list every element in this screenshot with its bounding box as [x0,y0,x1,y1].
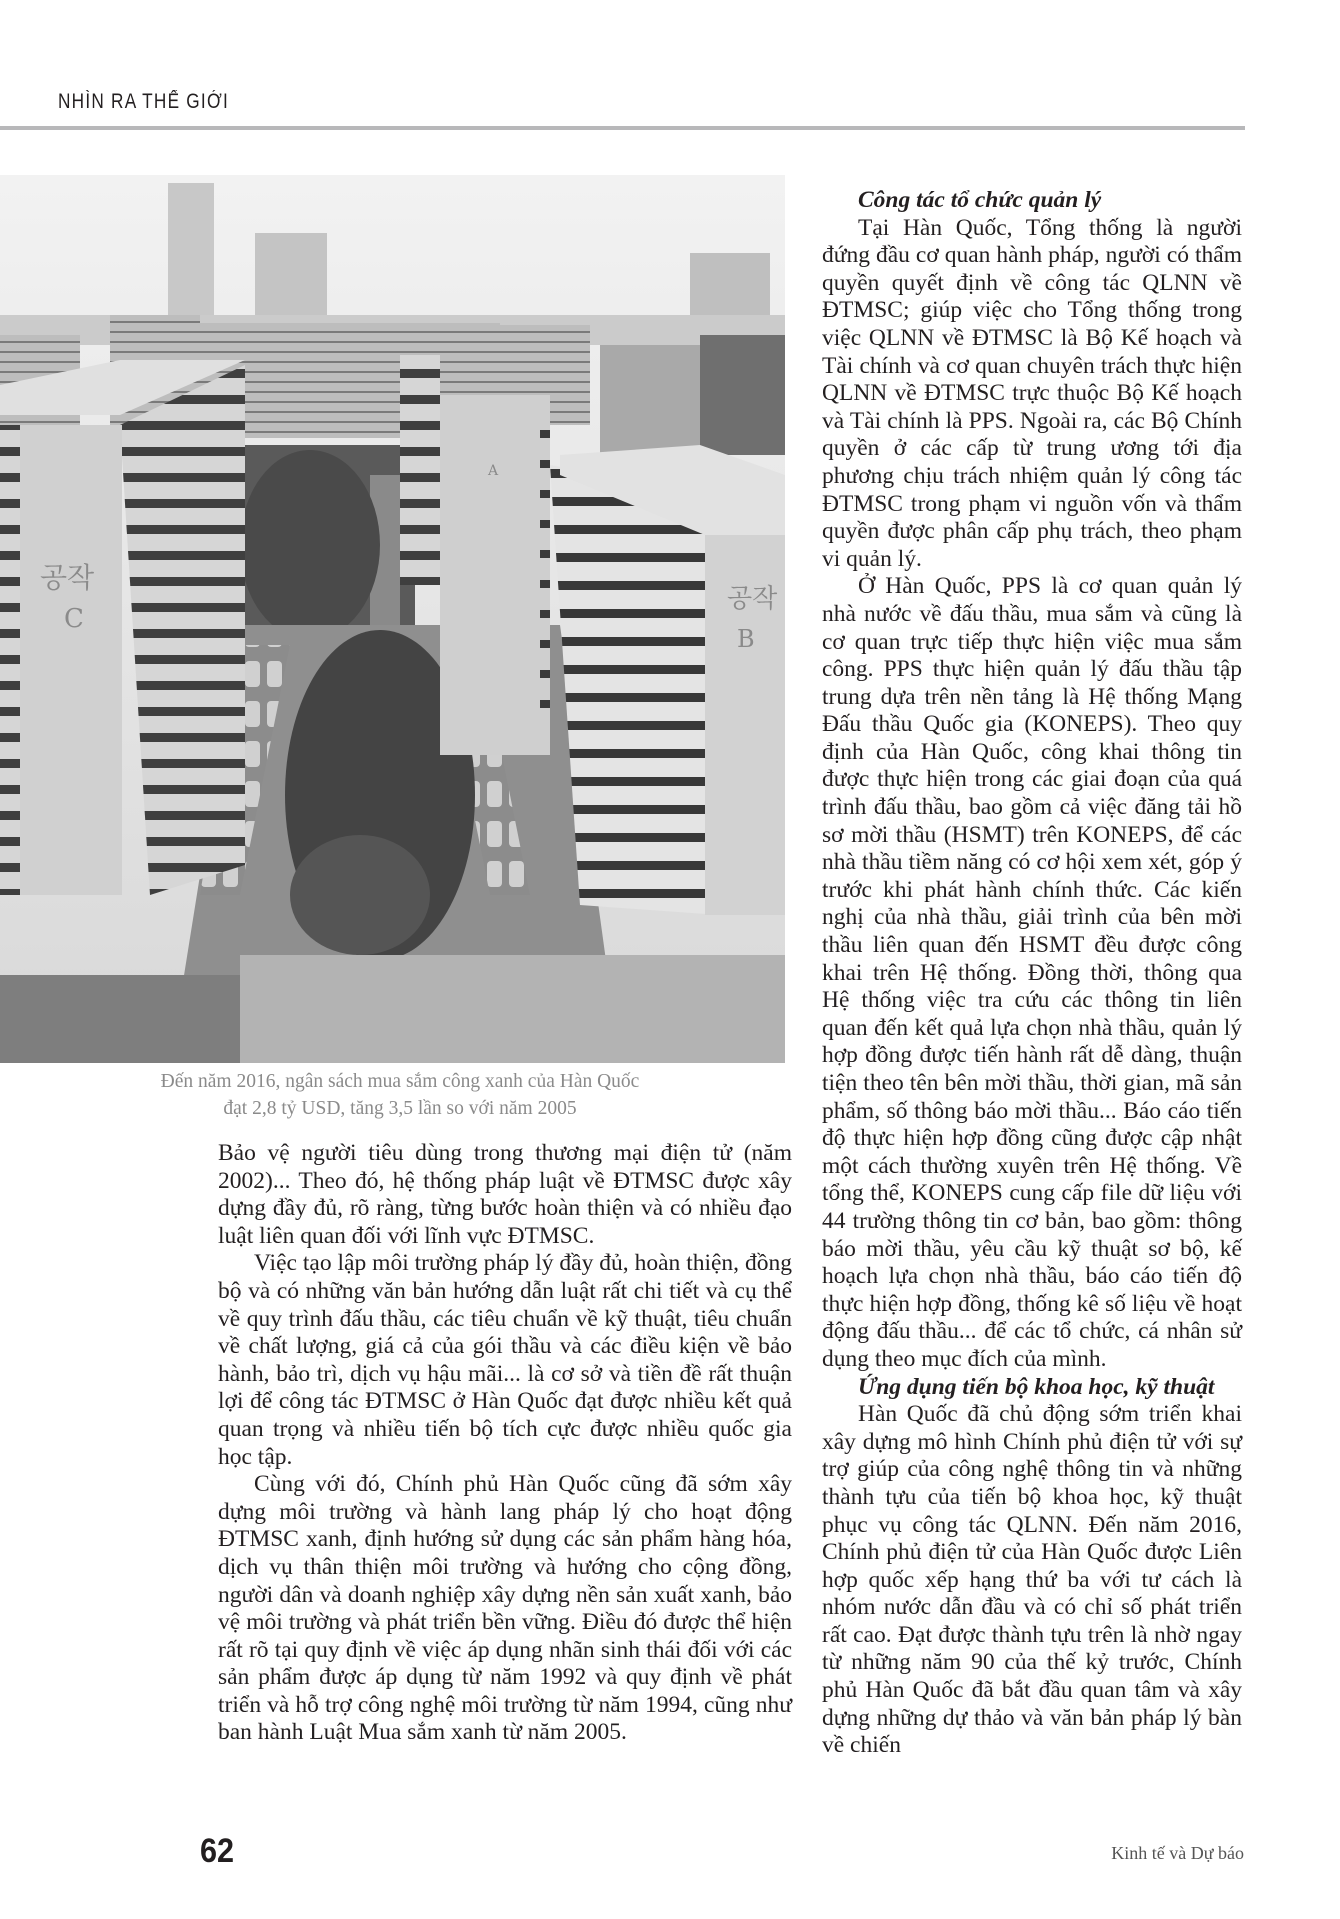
photo-caption [140,1068,660,1122]
left-paragraph-1: Bảo vệ người tiêu dùng trong thương mại điện tử (năm 2002)... Theo đó, hệ thống pháp luật về ĐTMSC được xây dựng đầy đủ, rõ ràng, từng bước hoàn thiện và có nhiều đạo luật liên quan đối với lĩnh vực ĐTMSC. [218,1140,792,1249]
apartment-complex-photo [0,175,785,1063]
left-column [218,1140,792,1747]
building-c-korean-label: 공작 [40,561,95,594]
journal-name: Kinh tế và Dự báo [1111,1843,1244,1863]
building-c-letter: C [64,604,84,634]
caption-line-2: đạt 2,8 tỷ USD, tăng 3,5 lần so với năm 2005 [223,1098,577,1119]
right-paragraph-2: Ở Hàn Quốc, PPS là cơ quan quản lý nhà nước về đấu thầu, mua sắm và cũng là cơ quan trực tiếp thực hiện việc mua sắm công. PPS thực hiện quản lý đấu thầu tập trung dựa trên nền tảng là Hệ thống Mạng Đấu thầu Quốc gia (KONEPS). Theo quy định của Hàn Quốc, công khai thông tin được thực hiện trong các giai đoạn của quá trình đấu thầu, bao gồm cả việc đăng tải hồ sơ mời thầu (HSMT) trên KONEPS, để các nhà thầu tiềm năng có cơ hội xem xét, góp ý trước khi phát hành chính thức. Các kiến nghị của nhà thầu, giải trình của bên mời thầu liên quan đến HSMT đều được công khai trên Hệ thống. Đồng thời, thông qua Hệ thống việc tra cứu các thông tin liên quan đến kết quả lựa chọn nhà thầu, quản lý hợp đồng được tiến hành rất dễ dàng, thuận tiện theo tên bên mời thầu, thời gian, mã sản phẩm, số thông báo mời thầu... Báo cáo tiến độ thực hiện hợp đồng cũng được cập nhật một cách thường xuyên trên Hệ thống. Về tổng thể, KONEPS cung cấp file dữ liệu với 44 trường thông tin cơ bản, bao gồm: thông báo mời thầu, yêu cầu kỹ thuật sơ bộ, kế hoạch lựa chọn nhà thầu, báo cáo tiến độ thực hiện hợp đồng, thống kê số liệu về hoạt động đấu thầu... để các tổ chức, cá nhân sử dụng theo mục đích của mình. [822,573,1242,1372]
section-title: NHÌN RA THẾ GIỚI [58,90,229,113]
left-paragraph-2: Việc tạo lập môi trường pháp lý đầy đủ, hoàn thiện, đồng bộ và có những văn bản hướng dẫn luật rất chi tiết và cụ thể về quy trình đấu thầu, các tiêu chuẩn về kỹ thuật, tiêu chuẩn về chất lượng, giá cả của gói thầu và các điều kiện về bảo hành, bảo trì, dịch vụ hậu mãi... là cơ sở và tiền đề rất thuận lợi để công tác ĐTMSC ở Hàn Quốc đạt được nhiều kết quả quan trọng và nhiều tiến bộ tích cực được nhiều quốc gia học tập. [218,1250,792,1470]
right-column [822,187,1242,1760]
page-number: 62 [200,1832,235,1870]
right-paragraph-3: Hàn Quốc đã chủ động sớm triển khai xây dựng mô hình Chính phủ điện tử với sự trợ giúp của công nghệ thông tin và những thành tựu của tiến bộ khoa học, kỹ thuật phục vụ công tác QLNN. Đến năm 2016, Chính phủ điện tử của Hàn Quốc được Liên hợp quốc xếp hạng thứ ba với tư cách là nhóm nước dẫn đầu và có chỉ số phát triển rất cao. Đạt được thành tựu trên là nhờ ngay từ những năm 90 của thế kỷ trước, Chính phủ Hàn Quốc đã bắt đầu quan tâm và xây dựng những dự thảo và văn bản pháp lý bàn về chiến [822,1401,1242,1759]
building-b-letter: B [737,625,755,653]
right-paragraph-1: Tại Hàn Quốc, Tổng thống là người đứng đầu cơ quan hành pháp, người có thẩm quyền quyết định về công tác QLNN về ĐTMSC; giúp việc cho Tổng thống trong việc QLNN về ĐTMSC là Bộ Kế hoạch và Tài chính và cơ quan chuyên trách thực hiện QLNN về ĐTMSC trực thuộc Bộ Kế hoạch và Tài chính là PPS. Ngoài ra, các Bộ Chính quyền ở các cấp từ trung ương tới địa phương chịu trách nhiệm quản lý công tác ĐTMSC trong phạm vi nguồn vốn và thẩm quyền được phân cấp phụ trách, theo phạm vi quản lý. [822,214,1242,572]
building-a-letter: A [488,463,499,479]
caption-line-1: Đến năm 2016, ngân sách mua sắm công xanh của Hàn Quốc [160,1071,640,1092]
header-rule [0,126,1245,130]
heading-organization-management: Công tác tổ chức quản lý [858,187,1102,213]
photo-illustration [0,175,785,1063]
left-paragraph-3: Cùng với đó, Chính phủ Hàn Quốc cũng đã sớm xây dựng môi trường và hành lang pháp lý cho hoạt động ĐTMSC xanh, định hướng sử dụng các sản phẩm hàng hóa, dịch vụ thân thiện môi trường và hướng cho cộng đồng, người dân và doanh nghiệp xây dựng nền sản xuất xanh, bảo vệ môi trường và phát triển bền vững. Điều đó được thể hiện rất rõ tại quy định về việc áp dụng nhãn sinh thái đối với các sản phẩm được áp dụng từ năm 1992 và quy định về phát triển và hỗ trợ công nghệ môi trường từ năm 1994, cũng như ban hành Luật Mua sắm xanh từ năm 2005. [218,1471,792,1746]
building-b-korean-label: 공작 [727,584,778,614]
heading-science-technology: Ứng dụng tiến bộ khoa học, kỹ thuật [858,1373,1215,1400]
